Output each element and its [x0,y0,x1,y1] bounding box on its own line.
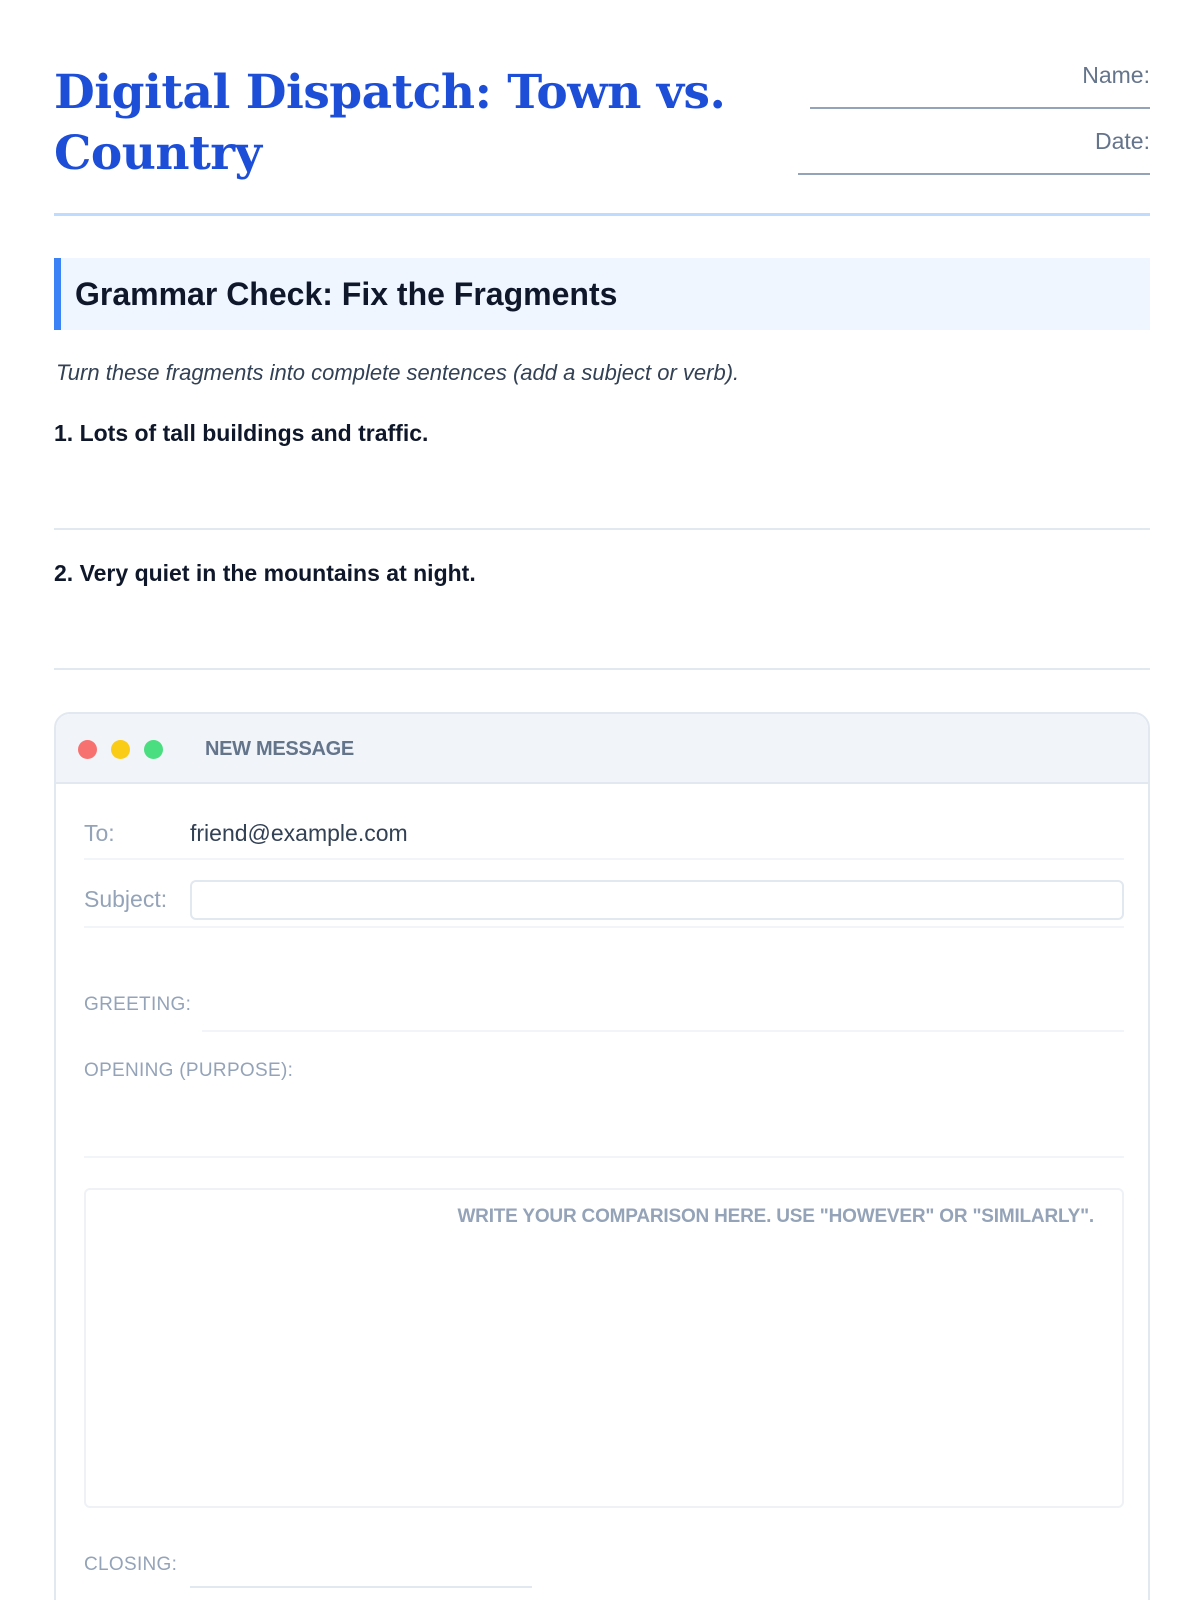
opening-answer-line[interactable] [84,1156,1124,1158]
name-row [798,62,1150,128]
name-blank-line[interactable] [810,93,1150,109]
instructions: Turn these fragments into complete sentences (add a subject or verb). [56,360,740,385]
header-divider [54,213,1150,216]
section-heading [54,258,1150,330]
date-row [798,128,1150,194]
subject-input[interactable] [190,880,1124,920]
to-label: To: [84,820,115,846]
question-item [54,560,1150,587]
question-text: 1. Lots of tall buildings and traffic. [54,420,429,446]
comparison-textarea[interactable] [84,1188,1124,1508]
question-item [54,420,1150,447]
comparison-placeholder: WRITE YOUR COMPARISON HERE. USE "HOWEVER" OR "SIMILARLY". [457,1206,1094,1227]
maximize-dot-icon [144,740,163,759]
student-info [798,62,1150,194]
email-titlebar [56,714,1148,784]
subject-row-divider [84,926,1124,928]
email-window [54,712,1150,1600]
section-title: Grammar Check: Fix the Fragments [75,276,618,312]
closing-label: CLOSING: [84,1554,178,1575]
greeting-answer-line[interactable] [202,1030,1124,1032]
answer-line[interactable] [54,668,1150,670]
page-title: Digital Dispatch: Town vs. Country [54,65,726,181]
close-dot-icon [78,740,97,759]
to-value[interactable]: friend@example.com [190,820,408,846]
minimize-dot-icon [111,740,130,759]
closing-answer-line[interactable] [190,1586,532,1588]
greeting-label: GREETING: [84,994,192,1015]
opening-label: OPENING (PURPOSE): [84,1060,294,1081]
subject-label: Subject: [84,886,168,912]
name-label: Name: [1082,62,1150,88]
worksheet-header [54,62,1150,218]
date-label: Date: [1095,128,1150,154]
answer-line[interactable] [54,528,1150,530]
email-window-title: NEW MESSAGE [205,738,354,760]
question-text: 2. Very quiet in the mountains at night. [54,560,476,586]
to-row-divider [84,858,1124,860]
date-blank-line[interactable] [798,159,1150,175]
